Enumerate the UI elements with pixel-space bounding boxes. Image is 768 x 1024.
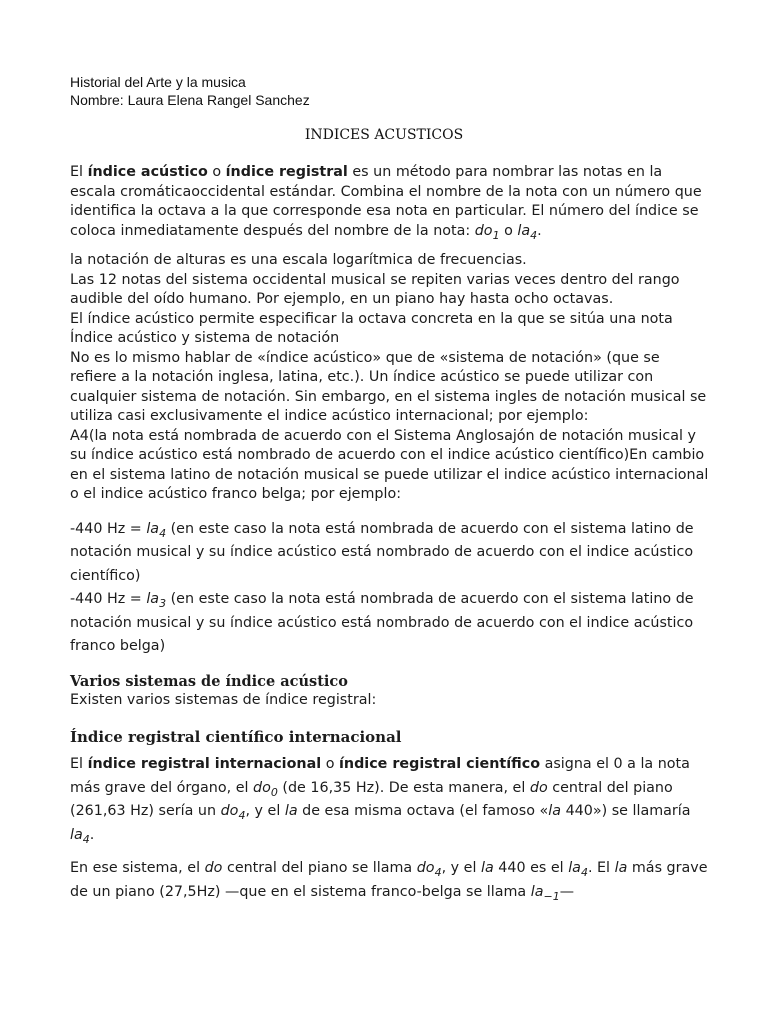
note-la: la <box>70 826 83 843</box>
note-do: do <box>220 803 239 819</box>
note-index: 4 <box>238 809 246 822</box>
intro-text: El <box>70 164 84 180</box>
text: . El <box>587 860 611 876</box>
note-la: la <box>548 803 562 819</box>
intro-paragraph <box>70 163 710 241</box>
document-header <box>70 73 310 109</box>
text: El <box>70 756 84 772</box>
note-la: la <box>530 883 544 900</box>
heading-indice-cientifico: Índice registral científico internacional <box>70 727 402 746</box>
punctuation: . <box>537 222 542 239</box>
document-body <box>70 163 710 904</box>
note-do: do <box>474 222 493 239</box>
text: 440») se llamaría <box>565 803 691 819</box>
example-prefix: -440 Hz = <box>70 591 142 607</box>
intro-text: occidental estándar. Combina el nombre de la nota con un número que identifica la octava a la que corresponde esa nota en particular. El número del índice se coloca inmediatamente después del nombre de la nota: <box>70 183 702 239</box>
example-text: (en este caso la nota está nombrada de acuerdo con el sistema latino de notación musical y su índice acústico está nombrado de acuerdo con el indice acústico franco belga) <box>70 591 694 654</box>
intro-text: es un método para nombrar las notas en la escala cromática <box>70 164 663 200</box>
text: — <box>559 883 574 900</box>
paragraph-subtitle: Índice acústico y sistema de notación <box>70 330 340 346</box>
note-la: la <box>146 591 160 607</box>
note-la: la <box>517 222 531 239</box>
text: (de 16,35 Hz). De esta manera, el <box>282 779 526 796</box>
example-la3 <box>70 588 710 659</box>
example-text: (en este caso la nota está nombrada de acuerdo con el sistema latino de notación musical y su índice acústico está nombrado de acuerdo con el indice acústico científico) <box>70 520 694 584</box>
paragraph-notation: No es lo mismo hablar de «índice acústico» que de «sistema de notación» (que se refiere a la notación inglesa, latina, etc.). Un índice acústico se puede utilizar con cualquier sistema de notación. Sin embargo, en el sistema ingles de notación musical se utiliza casi exclusivamente el indice acústico internacional; por ejemplo: <box>70 349 707 424</box>
text: más grave de un piano (27,5Hz) —que en el sistema franco-belga se llama <box>70 860 708 900</box>
text: 440 es el <box>498 860 564 876</box>
note-do: do <box>416 860 435 876</box>
text: . <box>89 826 95 843</box>
term-indice-registral: índice registral <box>225 164 348 180</box>
paragraph-twelve-notes: Las 12 notas del sistema occidental musical se repiten varias veces dentro del rango audible del oído humano. Por ejemplo, en un piano hay hasta ocho octavas. <box>70 271 680 307</box>
paragraph-octave: El índice acústico permite especificar la octava concreta en la que se sitúa una nota <box>70 310 673 327</box>
text: asigna el 0 a la nota más grave del órgano, el <box>70 756 690 796</box>
note-la: la <box>284 803 298 819</box>
term-registral-cientifico: índice registral científico <box>338 756 541 772</box>
note-la: la <box>614 860 628 876</box>
note-la: la <box>146 520 160 537</box>
paragraph-systems: Existen varios sistemas de índice registral: <box>70 692 377 708</box>
note-index: 4 <box>580 866 588 879</box>
text: , y el <box>245 803 281 819</box>
note-do: do <box>529 779 548 796</box>
paragraph-intl-2 <box>70 857 710 904</box>
intro-text: o <box>212 164 222 180</box>
note-index: 4 <box>434 866 442 879</box>
note-index: 0 <box>270 785 278 799</box>
note-do: do <box>253 779 271 796</box>
heading-varios-sistemas: Varios sistemas de índice acústico <box>70 672 348 690</box>
term-registral-internacional: índice registral internacional <box>87 756 322 772</box>
document-title: INDICES ACUSTICOS <box>304 127 464 143</box>
text: de esa misma octava (el famoso « <box>302 803 549 819</box>
text: En ese sistema, el <box>70 860 201 876</box>
paragraph-logarithmic: la notación de alturas es una escala logarítmica de frecuencias. <box>70 252 527 268</box>
note-index: 4 <box>82 832 90 846</box>
term-indice-acustico: índice acústico <box>87 164 208 180</box>
note-index: 3 <box>159 597 167 610</box>
note-index: 4 <box>530 228 538 242</box>
intro-text: o <box>504 222 513 239</box>
text: central del piano (261,63 Hz) sería un <box>70 779 673 819</box>
intl-section <box>70 753 710 904</box>
text: , y el <box>441 860 477 876</box>
example-la4 <box>70 518 710 589</box>
example-prefix: -440 Hz = <box>70 520 142 537</box>
course-line: Historial del Arte y la musica <box>70 74 246 90</box>
note-index: −1 <box>543 889 560 903</box>
text: o <box>325 756 335 772</box>
note-la: la <box>480 860 494 876</box>
examples-section <box>70 518 710 659</box>
note-index: 4 <box>159 526 167 540</box>
note-la: la <box>568 860 581 876</box>
text: central del piano se llama <box>226 860 413 876</box>
paragraph-intl-1 <box>70 753 710 847</box>
paragraph-a4: A4(la nota está nombrada de acuerdo con el Sistema Anglosajón de notación musical y su índice acústico está nombrado de acuerdo con el indice acústico científico)En cambio en el sistema latino de notación musical se puede utilizar el indice acústico internacional o el indice acústico franco belga; por ejemplo: <box>70 427 709 502</box>
note-do: do <box>204 860 223 876</box>
student-name-line: Nombre: Laura Elena Rangel Sanchez <box>70 92 310 108</box>
note-index: 1 <box>492 228 500 242</box>
